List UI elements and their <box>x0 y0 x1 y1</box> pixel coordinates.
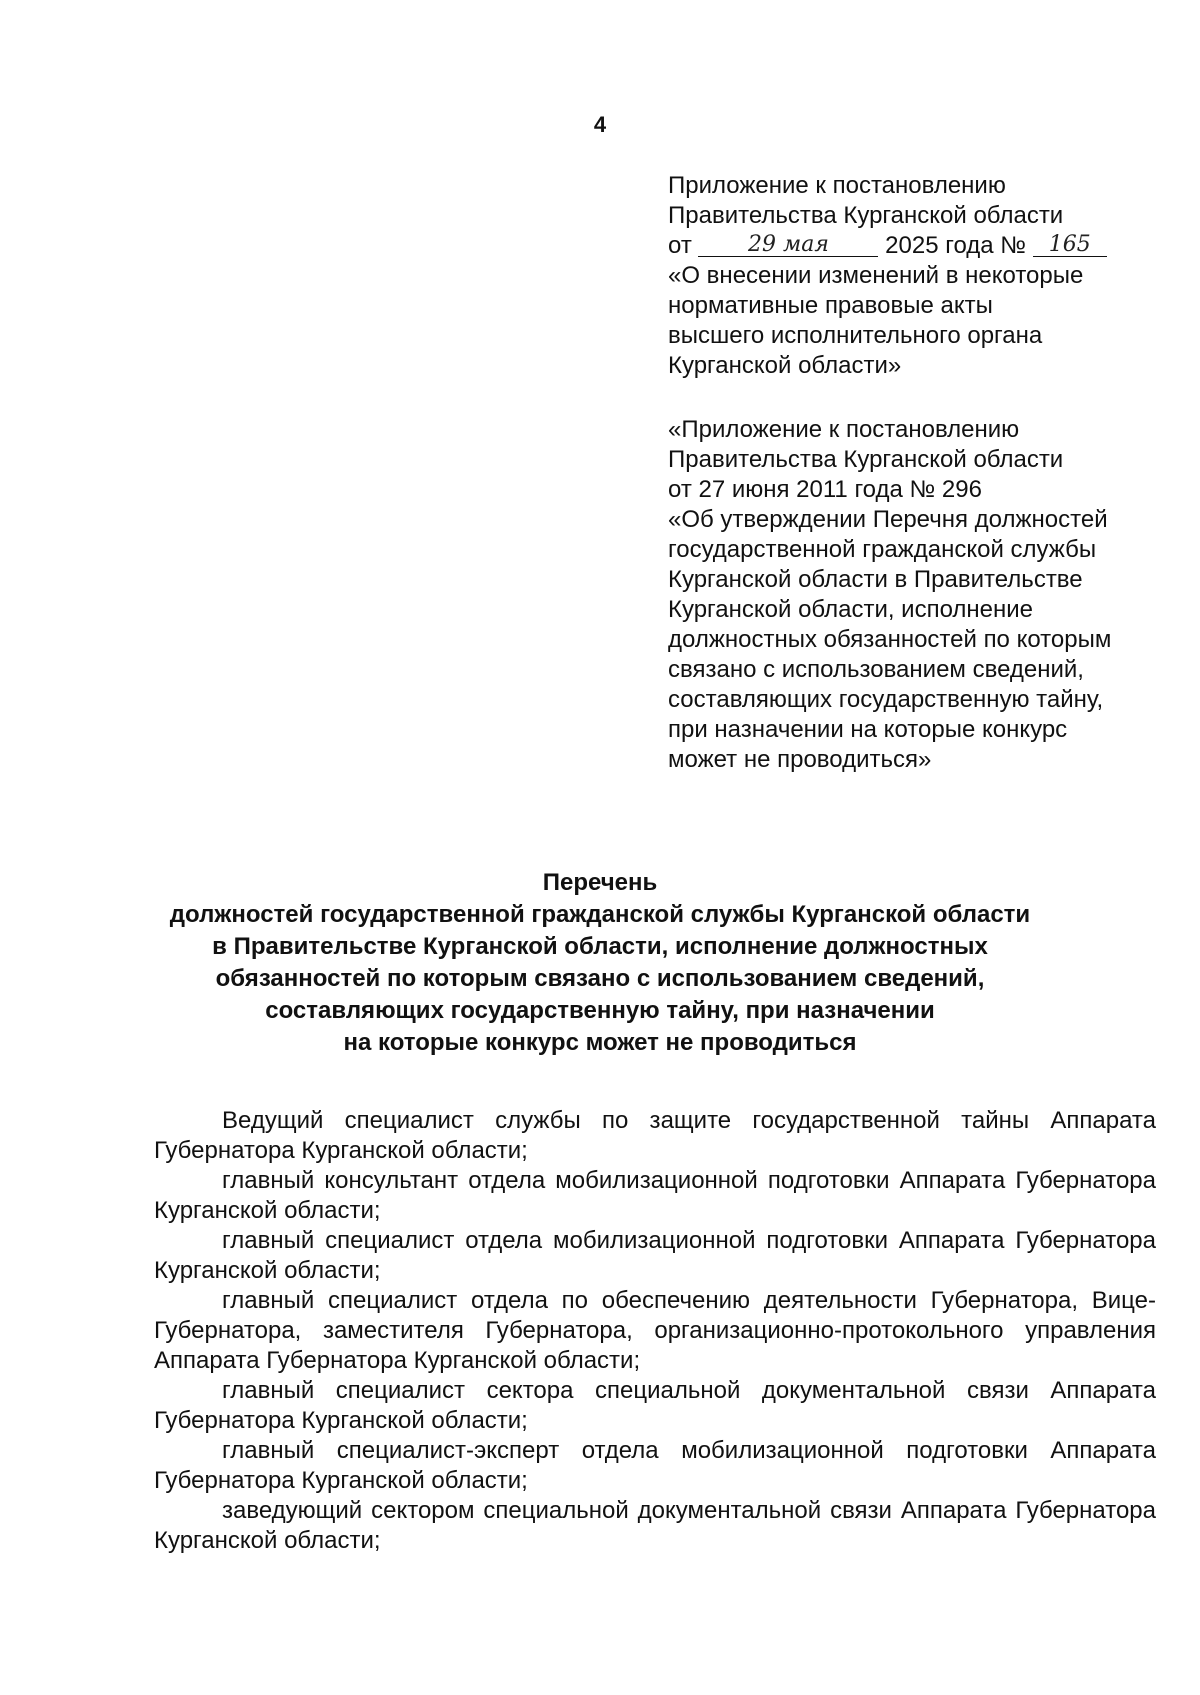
title-heading: Перечень <box>542 869 658 896</box>
annex-header <box>668 171 1168 381</box>
positions-list <box>154 1106 1156 1556</box>
original-annex-line: Правительства Курганской области <box>668 446 1064 473</box>
position-item: главный специалист отдела мобилизационной подготовки Аппарата Губернатора Курганской области; <box>154 1227 1156 1284</box>
date-year: 2025 года № <box>885 232 1027 259</box>
original-annex-line: Курганской области в Правительстве <box>668 566 1083 593</box>
document-title <box>0 867 1200 1059</box>
page-number: 4 <box>593 112 607 137</box>
handwritten-number: 165 <box>1033 234 1107 257</box>
title-line: должностей государственной гражданской службы Курганской области <box>169 901 1031 928</box>
original-annex-line: «Приложение к постановлению <box>668 416 1020 443</box>
position-item: главный специалист сектора специальной документальной связи Аппарата Губернатора Курганской области; <box>154 1377 1156 1434</box>
position-item: главный специалист-эксперт отдела мобилизационной подготовки Аппарата Губернатора Курганской области; <box>154 1437 1156 1494</box>
position-item: главный консультант отдела мобилизационной подготовки Аппарата Губернатора Курганской области; <box>154 1167 1156 1224</box>
position-item: главный специалист отдела по обеспечению деятельности Губернатора, Вице-Губернатора, заместителя Губернатора, организационно-протокольного управления Аппарата Губернатора Курганской области; <box>154 1287 1156 1374</box>
original-annex-line: от 27 июня 2011 года № 296 <box>668 476 982 503</box>
original-annex <box>668 415 1168 775</box>
annex-header-line: Правительства Курганской области <box>668 202 1064 229</box>
handwritten-date: 29 мая <box>698 234 878 257</box>
annex-title-line: «О внесении изменений в некоторые <box>668 262 1084 289</box>
original-annex-line: «Об утверждении Перечня должностей <box>668 506 1108 533</box>
original-annex-line: государственной гражданской службы <box>668 536 1097 563</box>
original-annex-line: связано с использованием сведений, <box>668 656 1084 683</box>
position-item: Ведущий специалист службы по защите государственной тайны Аппарата Губернатора Курганской области; <box>154 1107 1156 1164</box>
title-line: в Правительстве Курганской области, исполнение должностных <box>212 933 988 960</box>
original-annex-line: должностных обязанностей по которым <box>668 626 1112 653</box>
original-annex-line: Курганской области, исполнение <box>668 596 1034 623</box>
annex-title-line: Курганской области» <box>668 352 902 379</box>
annex-date-line <box>668 231 1168 261</box>
position-item: заведующий сектором специальной документальной связи Аппарата Губернатора Курганской области; <box>154 1497 1156 1554</box>
date-prefix: от <box>668 232 692 259</box>
annex-title-line: нормативные правовые акты <box>668 292 993 319</box>
original-annex-line: составляющих государственную тайну, <box>668 686 1104 713</box>
title-line: на которые конкурс может не проводиться <box>343 1029 857 1056</box>
original-annex-line: может не проводиться» <box>668 746 932 773</box>
annex-title-line: высшего исполнительного органа <box>668 322 1043 349</box>
title-line: составляющих государственную тайну, при назначении <box>265 997 935 1024</box>
original-annex-line: при назначении на которые конкурс <box>668 716 1068 743</box>
annex-header-line: Приложение к постановлению <box>668 172 1006 199</box>
title-line: обязанностей по которым связано с использованием сведений, <box>215 965 985 992</box>
